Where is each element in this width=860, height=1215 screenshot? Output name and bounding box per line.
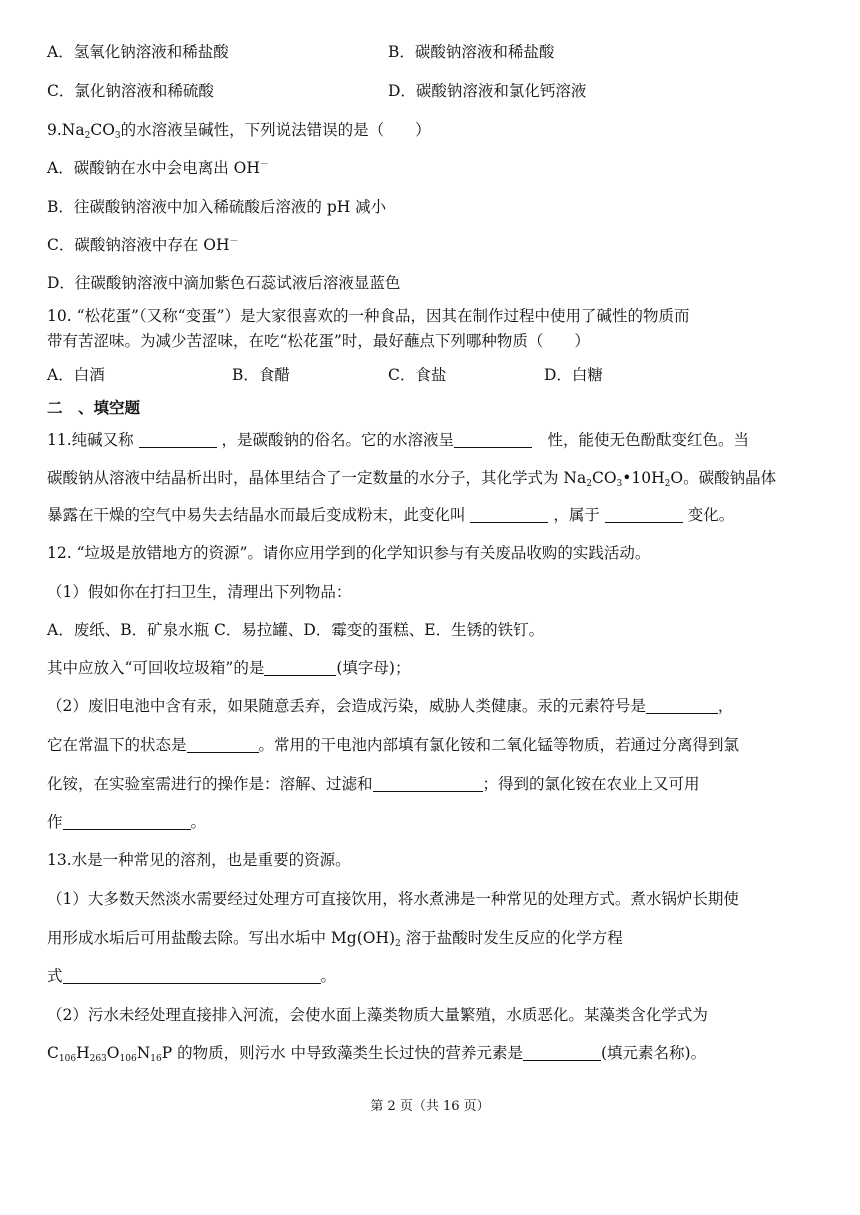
- blank-12-3[interactable]: [187, 736, 259, 753]
- question-12-part1: （1）假如你在打扫卫生，清理出下列物品：: [47, 583, 352, 601]
- question-10-line2: 带有苦涩味。为减少苦涩味，在吃“松花蛋”时，最好蘸点下列哪种物质（ ）: [47, 332, 590, 350]
- question-11-line1: 11.纯碱又称 ，是碳酸钠的俗名。它的水溶液呈 性，能使无色酚酞变红色。当: [47, 431, 750, 449]
- option-10d: D．白糖: [544, 366, 603, 384]
- question-12-part2-line1: （2）废旧电池中含有汞，如果随意丢弃，会造成污染，威胁人类健康。汞的元素符号是 ，: [47, 697, 734, 715]
- option-10c: C．食盐: [388, 366, 447, 384]
- question-12-part2-line3: 化铵，在实验室需进行的操作是：溶解、过滤和 ；得到的氯化铵在农业上又可用: [47, 775, 700, 793]
- question-13-stem: 13.水是一种常见的溶剂，也是重要的资源。: [47, 851, 351, 869]
- page-footer: 第 2 页（共 16 页）: [370, 1099, 490, 1114]
- question-10-line1: 10. “松花蛋”（又称“变蛋”）是大家很喜欢的一种食品，因其在制作过程中使用了碱性的物质而: [47, 307, 690, 325]
- blank-11-4[interactable]: [605, 506, 683, 523]
- section-heading: 二 、填空题: [47, 399, 141, 417]
- option-10b: B．食醋: [232, 366, 290, 384]
- question-9-stem: $9.Na_2CO_3$的水溶液呈碱性，下列说法错误的是（ ）: [47, 121, 431, 141]
- option-10a: A．白酒: [47, 366, 105, 384]
- blank-11-3[interactable]: [470, 506, 548, 523]
- option-8a: A．氢氧化钠溶液和稀盐酸: [47, 43, 229, 61]
- option-8b: B．碳酸钠溶液和稀盐酸: [388, 43, 555, 61]
- question-12-part2-line2: 它在常温下的状态是 。常用的干电池内部填有氯化铵和二氧化锰等物质，若通过分离得到氯: [47, 736, 740, 754]
- question-12-part2-line4: 作 。: [47, 813, 207, 831]
- blank-12-1[interactable]: [264, 659, 336, 676]
- question-11-line3: 暴露在干燥的空气中易失去结晶水而最后变成粉末，此变化叫 ，属于 变化。: [47, 506, 735, 524]
- option-8c: C．氯化钠溶液和稀硫酸: [47, 82, 214, 100]
- blank-12-4[interactable]: [373, 775, 483, 792]
- option-9d: D．往碳酸钠溶液中滴加紫色石蕊试液后溶液显蓝色: [47, 274, 401, 292]
- option-9a: A．碳酸钠在水中会电离出 OH－: [47, 159, 269, 177]
- blank-12-2[interactable]: [646, 697, 718, 714]
- question-13-part1-line3: 式 。: [47, 967, 337, 985]
- question-13-part1-line2: 用形成水垢后可用盐酸去除。写出水垢中 $Mg(OH)_2$ 溶于盐酸时发生反应的化学方程: [47, 929, 623, 949]
- option-9b: B．往碳酸钠溶液中加入稀硫酸后溶液的 pH 减小: [47, 198, 387, 216]
- question-11-line2: 碳酸钠从溶液中结晶析出时，晶体里结合了一定数量的水分子，其化学式为 $Na_2CO_3•10H_2O$。碳酸钠晶体: [47, 469, 777, 489]
- question-12-stem: 12. “垃圾是放错地方的资源”。请你应用学到的化学知识参与有关废品收购的实践活动。: [47, 544, 651, 562]
- blank-12-5[interactable]: [63, 813, 191, 830]
- option-8d: D．碳酸钠溶液和氯化钙溶液: [388, 82, 587, 100]
- question-12-items: A．废纸、B．矿泉水瓶 C．易拉罐、D．霉变的蛋糕、E．生锈的铁钉。: [47, 621, 545, 639]
- blank-13-2[interactable]: [523, 1044, 601, 1061]
- blank-11-2[interactable]: [454, 431, 532, 448]
- option-9c: C．碳酸钠溶液中存在 OH－: [47, 236, 239, 254]
- question-13-part1-line1: （1）大多数天然淡水需要经过处理方可直接饮用，将水煮沸是一种常见的处理方式。煮水锅炉长期使: [47, 890, 739, 908]
- question-12-recycle: 其中应放入“可回收垃圾箱”的是 (填字母)；: [47, 659, 411, 677]
- blank-11-1[interactable]: [139, 431, 217, 448]
- blank-13-1[interactable]: [63, 967, 321, 984]
- question-13-part2-line2: $C_{106}H_{263}O_{106}N_{16}P$ 的物质，则污水 中导致藻类生长过快的营养元素是 (填元素名称)。: [47, 1044, 707, 1064]
- question-13-part2-line1: （2）污水未经处理直接排入河流，会使水面上藻类物质大量繁殖，水质恶化。某藻类含化学式为: [47, 1006, 708, 1024]
